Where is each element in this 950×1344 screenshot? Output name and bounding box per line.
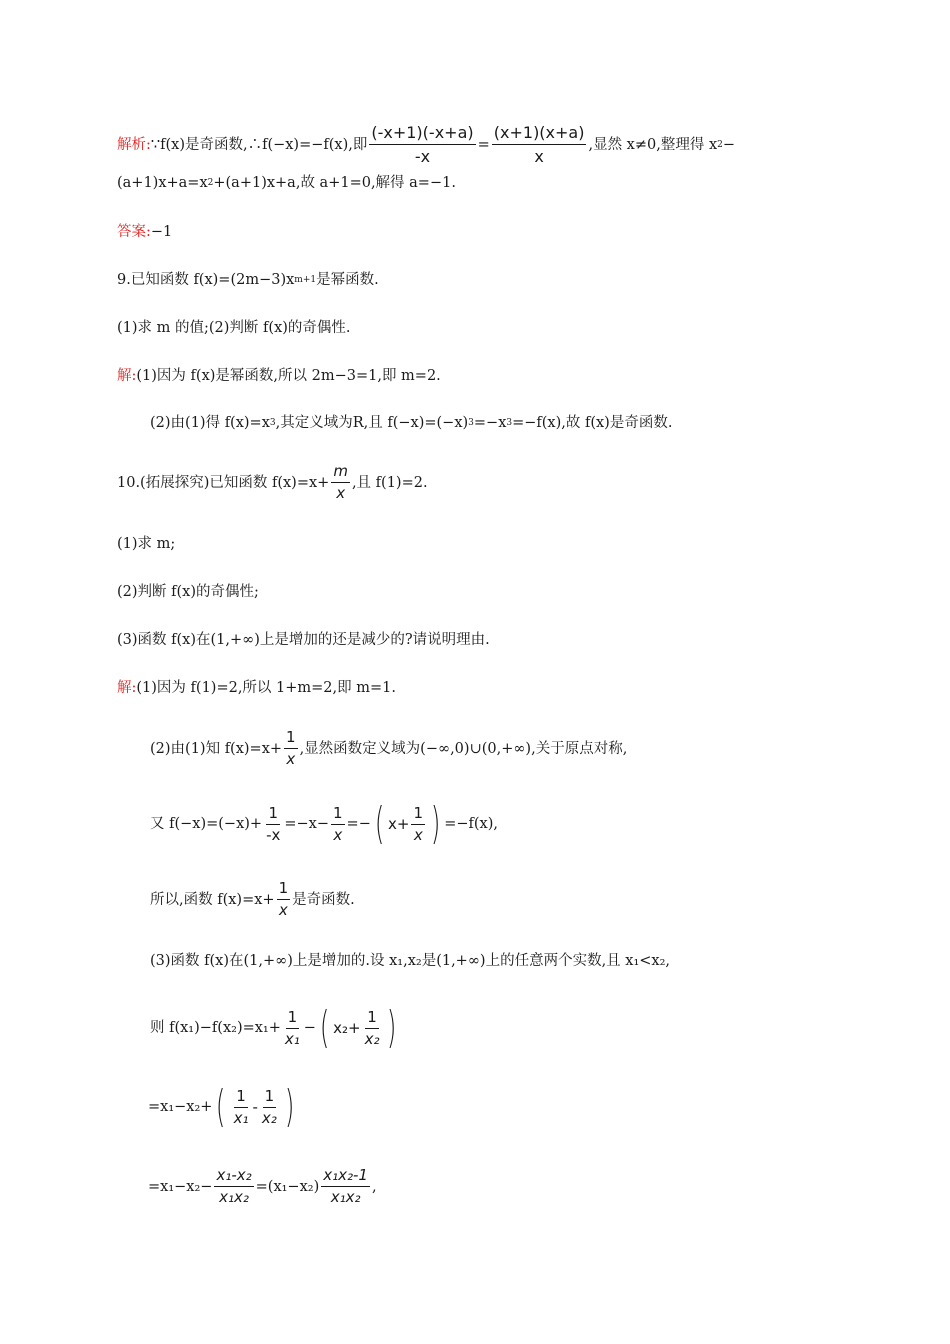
fraction: $\frac{1}{\text{x₁}}$ [284, 1007, 300, 1048]
fraction: $\frac{(-x+1)(-x+a)}{-x}$ [371, 123, 474, 166]
fraction: $\frac{1}{-x}$ [266, 803, 281, 844]
fraction: $\frac{(x+1)(x+a)}{x}$ [493, 123, 585, 166]
q9-parts: (1)求 m 的值;(2)判断 f(x)的奇偶性. [117, 320, 351, 336]
analysis-label: 解析: [117, 136, 151, 153]
fraction: $\frac{1}{x}$ [333, 803, 343, 844]
q10-solution-2c: 所以,函数 f(x)=x+ $\frac{1}{x}$ 是奇函数. [150, 879, 355, 919]
solution-label: 解: [117, 680, 137, 696]
q10-solution-2: (2)由(1)知 f(x)=x+ $\frac{1}{x}$ ,显然函数定义域为(−∞,0)∪(0,+∞),关于原点对称, [150, 728, 628, 768]
q10-solution-1: 解: (1)因为 f(1)=2,所以 1+m=2,即 m=1. [117, 680, 396, 696]
q10-step-2: =x₁−x₂+ ( $\frac{1}{\text{x₁}}$ - $\frac{1}{\text{x₂}}$ ) [148, 1081, 295, 1132]
q10-part-3: (3)函数 f(x)在(1,+∞)上是增加的还是减少的?请说明理由. [117, 632, 490, 648]
fraction: $\frac{1}{x}$ [413, 803, 424, 844]
q10-part-1: (1)求 m; [117, 536, 176, 552]
q10-step-3: =x₁−x₂− $\frac{\text{x₁-x₂}}{\text{x₁x₂}}$ =(x₁−x₂) $\frac{\text{x₁x₂-1}}{\text{x₁x₂}}$ , [148, 1166, 377, 1206]
fraction: $\frac{1}{x}$ [278, 879, 289, 919]
solution-label: 解: [117, 368, 137, 384]
q9-solution-1: 解: (1)因为 f(x)是幂函数,所以 2m−3=1,即 m=2. [117, 368, 441, 384]
fraction: $\frac{1}{\text{x₂}}$ [261, 1086, 277, 1127]
fraction: $\frac{m}{x}$ [333, 462, 348, 502]
q10-step-1: 则 f(x₁)−f(x₂)=x₁+ $\frac{1}{\text{x₁}}$ − ( x₂+ $\frac{1}{\text{x₂}}$ ) [150, 1002, 397, 1053]
fraction: $\frac{1}{\text{x₁}}$ [233, 1086, 249, 1127]
q10-stem: 10.(拓展探究)已知函数 f(x)=x+ $\frac{m}{x}$ ,且 f(1)=2. [117, 462, 428, 502]
q9-stem: 9.已知函数 f(x)=(2m−3)x m+1 是幂函数. [117, 272, 379, 288]
analysis-line-1: 解析: ∵f(x)是奇函数,∴f(−x)=−f(x),即 $\frac{(-x+1)(-x+a)}{-x}$ = $\frac{(x+1)(x+a)}{x}$ ,显然 x≠0,整理得 x 2 − [117, 123, 736, 166]
q10-solution-2b: 又 f(−x)=(−x)+ $\frac{1}{-x}$ =−x− $\frac{1}{x}$ =− ( x+ $\frac{1}{x}$ ) =−f(x), [150, 798, 498, 849]
q9-solution-2: (2)由(1)得 f(x)=x 3 ,其定义域为R,且 f(−x)=(−x) 3 =−x 3 =−f(x),故 f(x)是奇函数. [150, 415, 673, 431]
answer-value: −1 [150, 224, 173, 240]
q10-solution-3: (3)函数 f(x)在(1,+∞)上是增加的.设 x₁,x₂是(1,+∞)上的任意两个实数,且 x₁<x₂, [150, 953, 671, 969]
q10-part-2: (2)判断 f(x)的奇偶性; [117, 584, 259, 600]
answer-line [117, 222, 172, 242]
fraction: $\frac{1}{\text{x₂}}$ [364, 1007, 380, 1048]
fraction: $\frac{\text{x₁x₂-1}}{\text{x₁x₂}}$ [323, 1166, 368, 1206]
fraction: $\frac{1}{x}$ [286, 728, 296, 768]
answer-label: 答案: [117, 224, 151, 240]
fraction: $\frac{\text{x₁-x₂}}{\text{x₁x₂}}$ [216, 1166, 252, 1206]
analysis-text-a: ∵f(x)是奇函数,∴f(−x)=−f(x),即 [150, 136, 368, 153]
analysis-line-2: (a+1)x+a=x 2 +(a+1)x+a,故 a+1=0,解得 a=−1. [117, 175, 456, 191]
